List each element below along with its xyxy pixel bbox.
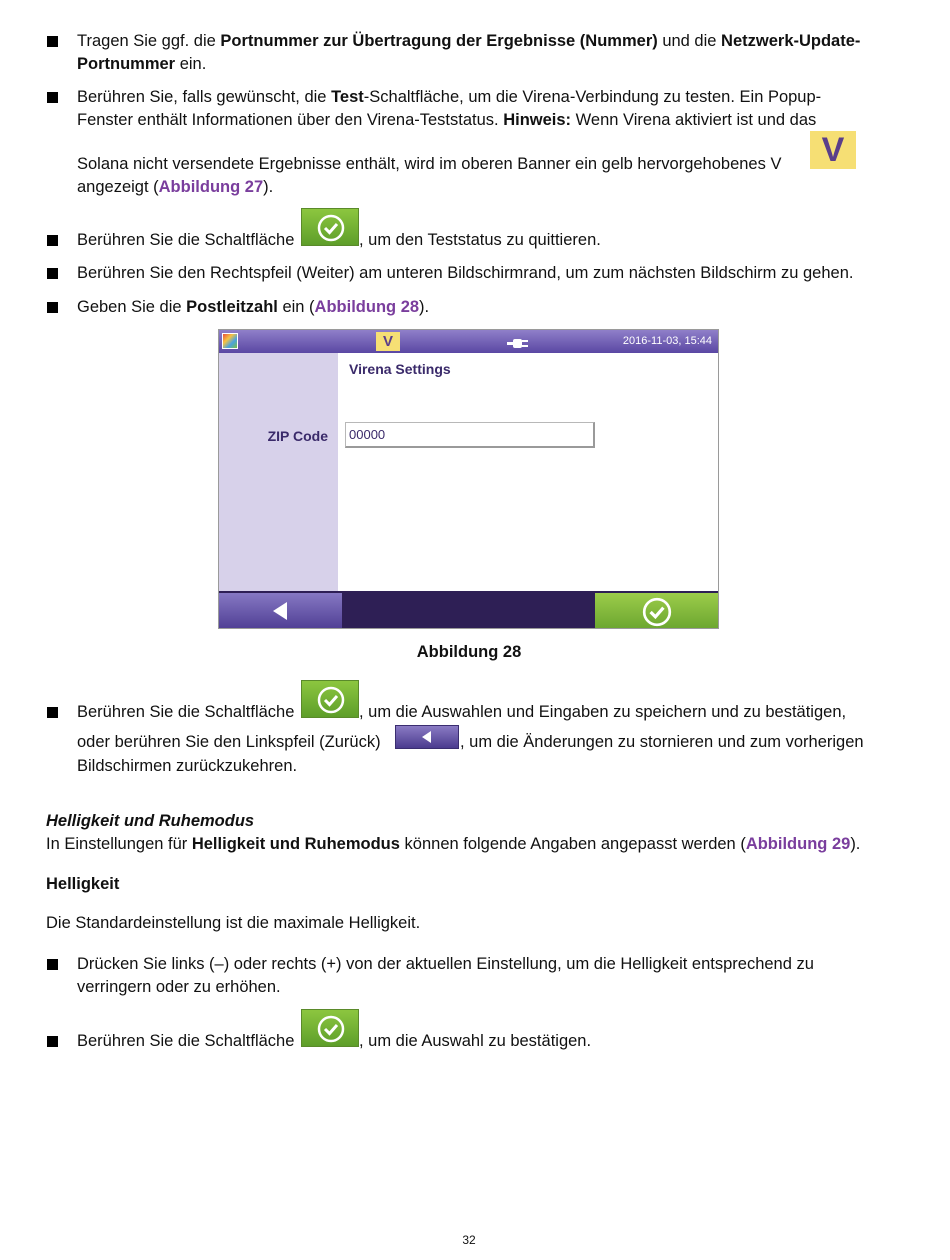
app-logo-icon (222, 333, 238, 349)
device-screenshot (218, 329, 719, 629)
bullet-ack-pre: Berühren Sie die Schaltfläche (77, 231, 295, 249)
checkmark-icon (641, 596, 673, 628)
page-number: 32 (462, 1233, 476, 1247)
bullet-marker (47, 36, 58, 47)
v-status-badge: V (376, 332, 400, 351)
bullet-test-line1: Berühren Sie, falls gewünscht, die Test-Schaltfläche, um die Virena-Verbindung zu testen. Ein Popup- (77, 88, 822, 106)
bullet-marker (47, 1036, 58, 1047)
device-ok-button[interactable] (595, 593, 719, 629)
device-side-panel (219, 353, 338, 591)
back-button-icon (395, 725, 459, 749)
bullet-test-line3: Solana nicht versendete Ergebnisse enthält, wird im oberen Banner ein gelb hervorgehobenes V (77, 155, 782, 173)
subheading: Helligkeit (46, 875, 120, 893)
bullet-ack-post: , um den Teststatus zu quittieren. (359, 231, 601, 249)
device-title: Virena Settings (349, 361, 451, 377)
bullet-save-line2-pre: oder berühren Sie den Linkspfeil (Zurück) (77, 733, 381, 751)
device-bottom-bar (219, 591, 718, 629)
bullet-save-post: , um die Auswahlen und Eingaben zu speichern und zu bestätigen, (359, 703, 847, 721)
left-arrow-icon (270, 601, 290, 621)
bullet-test-line4: angezeigt (Abbildung 27). (77, 178, 274, 196)
bullet-next: Berühren Sie den Rechtspfeil (Weiter) am unteren Bildschirmrand, um zum nächsten Bildschirm zu gehen. (77, 264, 854, 282)
figure-link[interactable]: Abbildung 27 (158, 178, 264, 196)
ok-button-icon (301, 208, 359, 246)
figure-link[interactable]: Abbildung 28 (314, 298, 420, 316)
bullet-marker (47, 707, 58, 718)
bullet-confirm-post: , um die Auswahl zu bestätigen. (359, 1032, 592, 1050)
bullet-save-line2-post: , um die Änderungen zu stornieren und zum vorherigen (460, 733, 864, 751)
default-text: Die Standardeinstellung ist die maximale Helligkeit. (46, 914, 421, 932)
ok-button-icon (301, 1009, 359, 1047)
v-badge-icon: V (810, 131, 856, 169)
bullet-port-line1: Tragen Sie ggf. die Portnummer zur Übertragung der Ergebnisse (Nummer) und die Netzwerk-Update- (77, 32, 861, 50)
device-back-button[interactable] (219, 593, 342, 629)
figure-caption: Abbildung 28 (416, 643, 522, 661)
bullet-confirm-pre: Berühren Sie die Schaltfläche (77, 1032, 295, 1050)
bullet-save-pre: Berühren Sie die Schaltfläche (77, 703, 295, 721)
zip-code-label: ZIP Code (267, 428, 328, 444)
bullet-marker (47, 302, 58, 313)
figure-link[interactable]: Abbildung 29 (745, 835, 851, 853)
bullet-test-line2: Fenster enthält Informationen über den Virena-Teststatus. Hinweis: Wenn Virena aktiviert ist und das (77, 111, 817, 129)
section-title: Helligkeit und Ruhemodus (46, 812, 255, 830)
device-top-banner (219, 330, 718, 353)
bullet-bright-line1: Drücken Sie links (–) oder rechts (+) von der aktuellen Einstellung, um die Helligkeit entsprechend zu (77, 955, 814, 973)
bullet-marker (47, 235, 58, 246)
zip-code-input[interactable]: 00000 (345, 422, 595, 448)
bullet-marker (47, 959, 58, 970)
plug-icon (507, 336, 529, 347)
device-datetime: 2016-11-03, 15:44 (622, 335, 712, 347)
bullet-zip: Geben Sie die Postleitzahl ein (Abbildung 28). (77, 298, 430, 316)
bullet-marker (47, 268, 58, 279)
bullet-marker (47, 92, 58, 103)
ok-button-icon (301, 680, 359, 718)
bullet-port-line2: Portnummer ein. (77, 55, 207, 73)
section-intro: In Einstellungen für Helligkeit und Ruhemodus können folgende Angaben angepasst werden (Abbildung 29). (46, 835, 861, 853)
bullet-bright-line2: verringern oder zu erhöhen. (77, 978, 281, 996)
bullet-save-line3: Bildschirmen zurückzukehren. (77, 757, 298, 775)
